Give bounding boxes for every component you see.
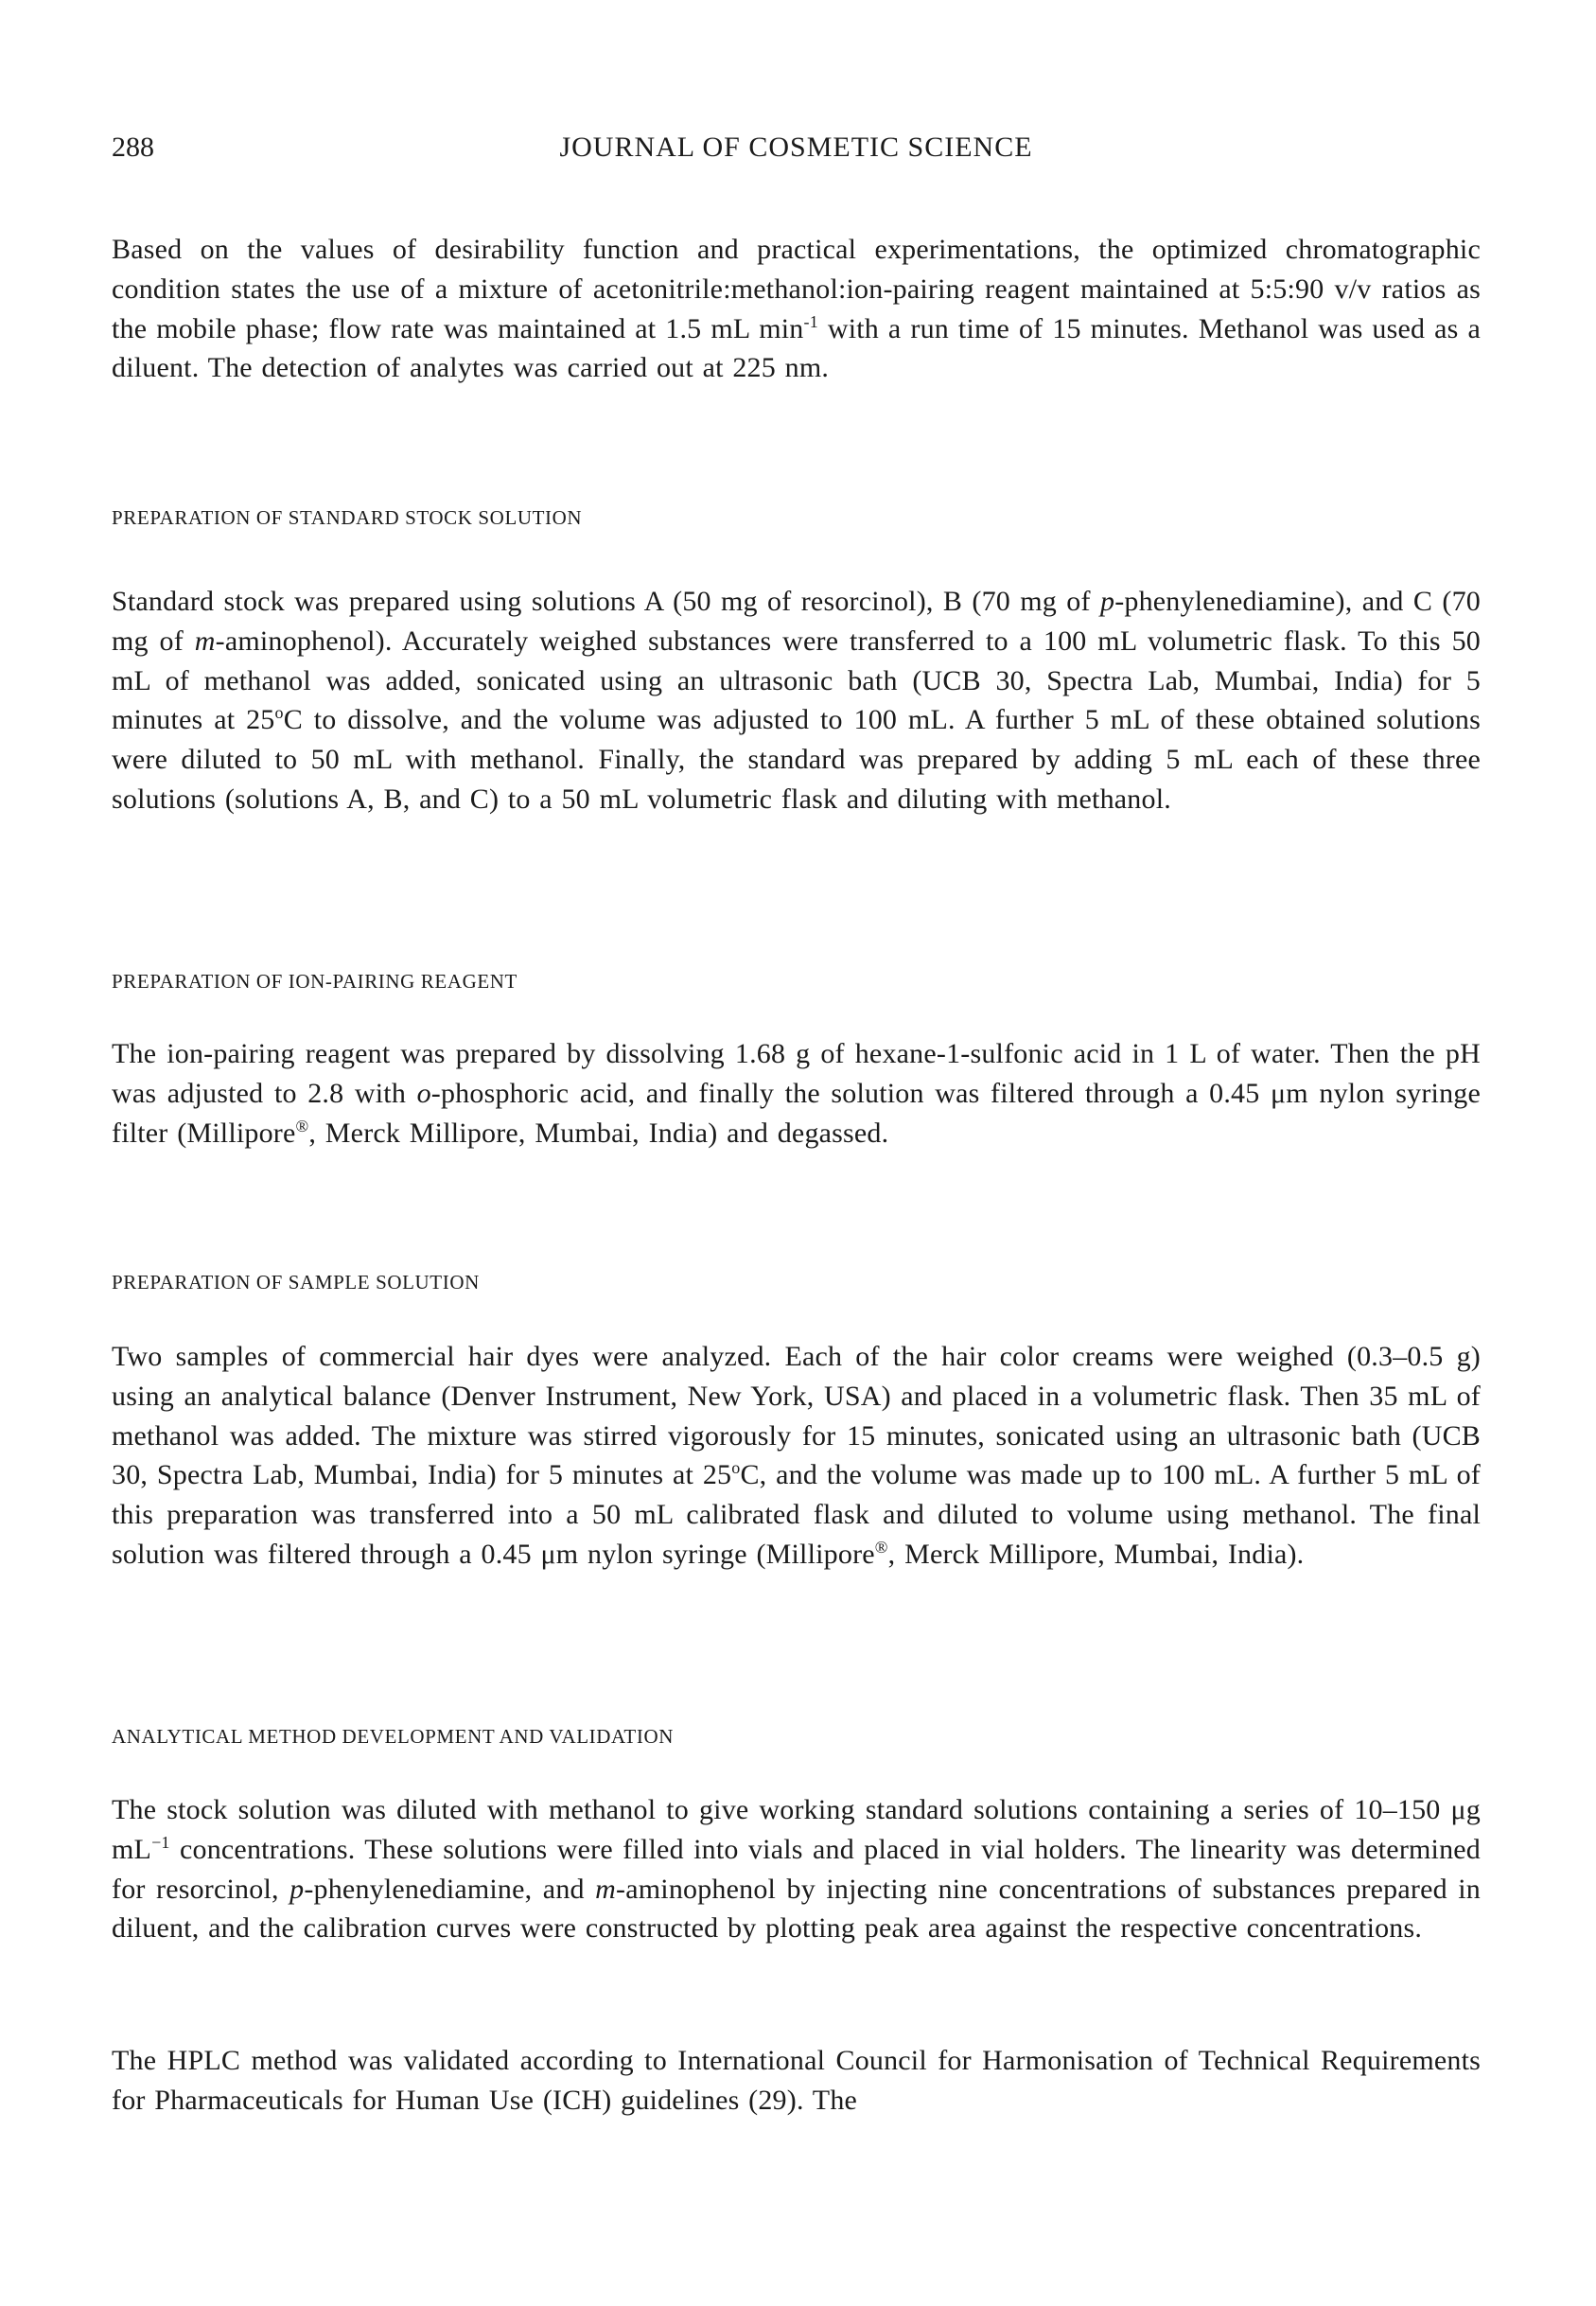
page-number: 288	[112, 132, 154, 163]
section-heading-method-development-validation: ANALYTICAL METHOD DEVELOPMENT AND VALIDATION	[112, 1725, 674, 1748]
paragraph-ich-validation: The HPLC method was validated according to International Council for Harmonisation of Technical Requirements for Pharmaceuticals for Human Use (ICH) guidelines (29). The	[112, 2045, 1481, 2116]
running-head	[112, 131, 1481, 168]
paragraph-working-standards-linearity: The stock solution was diluted with methanol to give working standard solutions containing a series of 10–150 μg $mL^{-1}$ concentrations. These solutions were filled into vials and placed in vial holders. The linearity was determined for resorcinol, p-phenylenediamine, and m-aminophenol by injecting nine concentrations of substances prepared in diluent, and the calibration curves were constructed by plotting peak area against the respective concentrations.	[112, 1794, 1481, 1945]
paragraph-ion-pairing-reagent: The ion-pairing reagent was prepared by dissolving 1.68 g of hexane-1-sulfonic acid in 1 L of water. Then the pH was adjusted to 2.8 with o-phosphoric acid, and finally the solution was filtered through a 0.45 μm nylon syringe filter (Millipore®, Merck Millipore, Mumbai, India) and degassed.	[112, 1038, 1481, 1149]
section-heading-ion-pairing-reagent: PREPARATION OF ION-PAIRING REAGENT	[112, 970, 517, 993]
paragraph-standard-stock-solution: Standard stock was prepared using solutions A (50 mg of resorcinol), B (70 mg of p-phenylenediamine), and C (70 mg of m-aminophenol). Accurately weighed substances were transferred to a 100 mL volumetric flask. To this 50 mL of methanol was added, sonicated using an ultrasonic bath (UCB 30, Spectra Lab, Mumbai, India) for 5 minutes at 25$^o$C to dissolve, and the volume was adjusted to 100 mL. A further 5 mL of these obtained solutions were diluted to 50 mL with methanol. Finally, the standard was prepared by adding 5 mL each of these three solutions (solutions A, B, and C) to a 50 mL volumetric flask and diluting with methanol.	[112, 586, 1482, 815]
paragraph-sample-solution: Two samples of commercial hair dyes were analyzed. Each of the hair color creams were weighed (0.3–0.5 g) using an analytical balance (Denver Instrument, New York, USA) and placed in a volumetric flask. Then 35 mL of methanol was added. The mixture was stirred vigorously for 15 minutes, sonicated using an ultrasonic bath (UCB 30, Spectra Lab, Mumbai, India) for 5 minutes at 25$^o$C, and the volume was made up to 100 mL. A further 5 mL of this preparation was transferred into a 50 mL calibrated flask and diluted to volume using methanol. The final solution was filtered through a 0.45 μm nylon syringe (Millipore®, Merck Millipore, Mumbai, India).	[112, 1341, 1481, 1570]
paragraph-optimized-condition: Based on the values of desirability function and practical experimentations, the optimized chromatographic condition states the use of a mixture of acetonitrile:methanol:ion-pairing reagent maintained at 5:5:90 v/v ratios as the mobile phase; flow rate was maintained at 1.5 mL $\min^{-1}$ with a run time of 15 minutes. Methanol was used as a diluent. The detection of analytes was carried out at 225 nm.	[112, 234, 1481, 384]
running-title: JOURNAL OF COSMETIC SCIENCE	[559, 132, 1033, 163]
section-heading-sample-solution: PREPARATION OF SAMPLE SOLUTION	[112, 1271, 480, 1294]
section-heading-standard-stock-solution: PREPARATION OF STANDARD STOCK SOLUTION	[112, 506, 583, 529]
